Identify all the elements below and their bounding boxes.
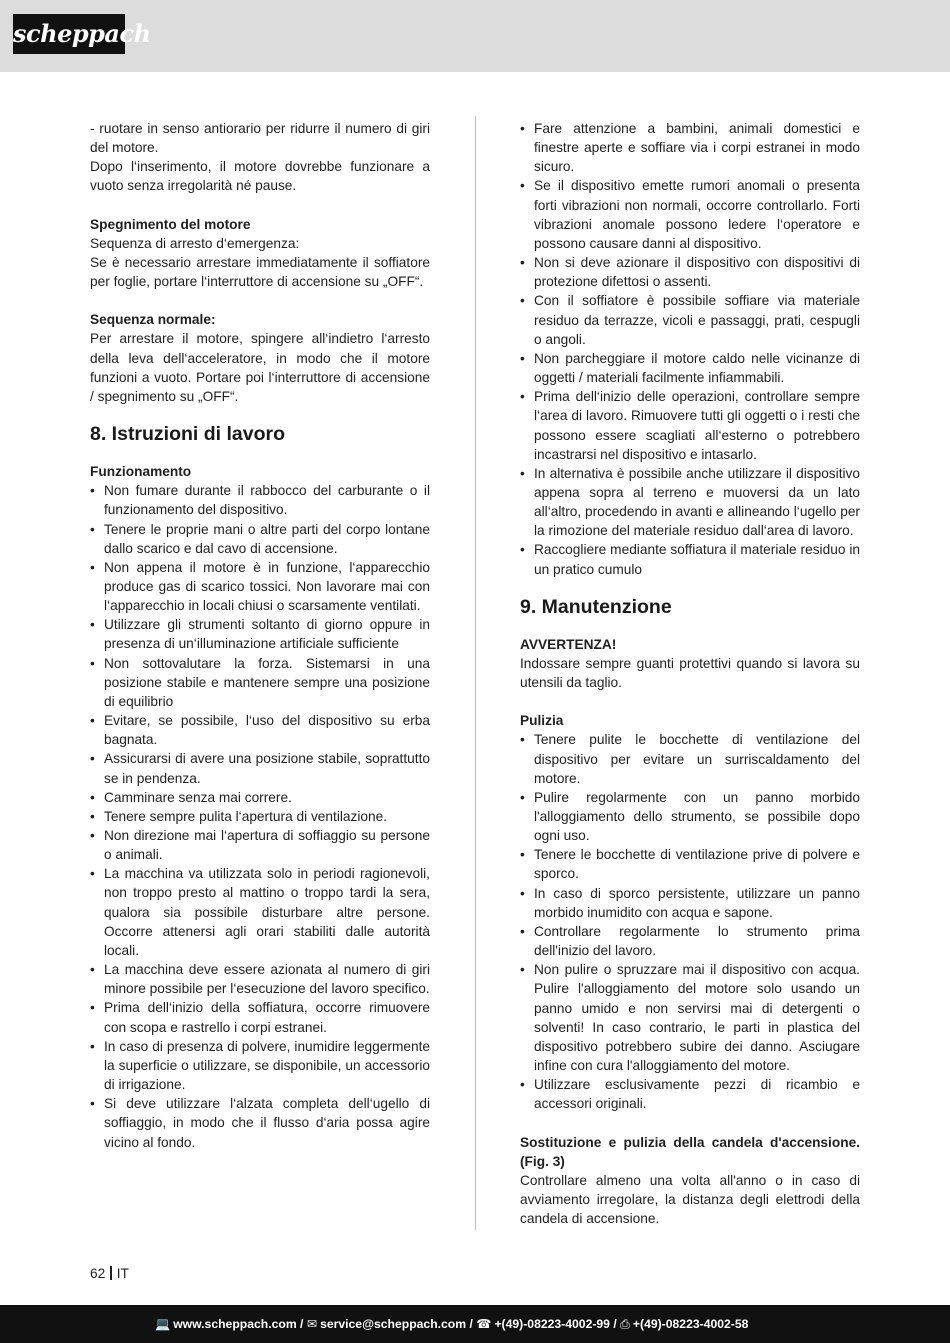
mail-icon: ✉	[306, 1317, 318, 1331]
list-item: • Non appena il motore è in funzione, l‘apparecchio produce gas di scarico tossici. Non lavorare mai con l‘apparecchio in locali chiusi o scarsamente ventilati.	[90, 558, 430, 615]
list-item: • Non direzione mai l‘apertura di soffiaggio su persone o animali.	[90, 826, 430, 864]
paragraph: Se è necessario arrestare immediatamente il soffiatore per foglie, portare l‘interruttore di accensione su „OFF“.	[90, 254, 430, 290]
paragraph: Indossare sempre guanti protettivi quando si lavora su utensili da taglio.	[520, 655, 860, 691]
list-item: • Camminare senza mai correre.	[90, 788, 430, 807]
list-item: • Pulire regolarmente con un panno morbido l'alloggiamento dello strumento, se possibile dopo ogni uso.	[520, 788, 860, 845]
column-divider	[475, 116, 476, 1230]
page-number	[90, 1265, 129, 1283]
list-item: • Con il soffiatore è possibile soffiare via materiale residuo da terrazze, vicoli e passaggi, prati, cespugli o angoli.	[520, 291, 860, 348]
fax-icon: ⎙	[620, 1317, 630, 1331]
page-number-separator	[110, 1266, 112, 1280]
list-item: • In caso di sporco persistente, utilizzare un panno morbido inumidito con acqua e sapone.	[520, 884, 860, 922]
list-item: • Raccogliere mediante soffiatura il materiale residuo in un pratico cumulo	[520, 540, 860, 578]
section-heading-8: 8. Istruzioni di lavoro	[90, 423, 286, 446]
footer-website[interactable]: www.scheppach.com /	[173, 1317, 304, 1331]
footer-email[interactable]: service@scheppach.com /	[320, 1317, 473, 1331]
paragraph: Sequenza di arresto d‘emergenza:	[90, 235, 300, 251]
list-item: • Prima dell‘inizio delle operazioni, controllare sempre l‘area di lavoro. Rimuovere tutti gli oggetti o i resti che possono essere scagliati all‘esterno o potrebbero incastrarsi nel dispositivo e intasarlo.	[520, 387, 860, 464]
scheppach-logo: scheppach	[13, 14, 125, 54]
cleaning-list	[520, 730, 860, 1113]
paragraph: Dopo l‘inserimento, il motore dovrebbe funzionare a vuoto senza irregolarità né pause.	[90, 159, 430, 194]
list-item: • Tenere le proprie mani o altre parti del corpo lontane dallo scarico e dal cavo di accensione.	[90, 520, 430, 558]
list-item: • Non pulire o spruzzare mai il dispositivo con acqua. Pulire l'alloggiamento del motore solo usando un panno umido e non servirsi mai di detergenti o solventi! In caso contrario, le parti in plastica del dispositivo potrebbero subire dei danno. Asciugare infine con cura l'alloggiamento del motore.	[520, 960, 860, 1075]
paragraph: Controllare almeno una volta all'anno o in caso di avviamento irregolare, la distanza degli elettrodi della candela di accensione.	[520, 1172, 860, 1227]
list-item: • Prima dell‘inizio della soffiatura, occorre rimuovere con scopa e rastrello i corpi estranei.	[90, 998, 430, 1036]
list-item: • Utilizzare esclusivamente pezzi di ricambio e accessori originali.	[520, 1075, 860, 1113]
list-item: • Non sottovalutare la forza. Sistemarsi in una posizione stabile e mantenere sempre una posizione di equilibrio	[90, 654, 430, 711]
list-item: • Non parcheggiare il motore caldo nelle vicinanze di oggetti / materiali facilmente infiammabili.	[520, 349, 860, 387]
subheading-spark-plug: Sostituzione e pulizia della candela d'accensione. (Fig. 3)	[520, 1134, 860, 1169]
list-item: • In caso di presenza di polvere, inumidire leggermente la superficie o utilizzare, se disponibile, un accessorio di irrigazione.	[90, 1037, 430, 1094]
page-number-value: 62	[90, 1266, 106, 1281]
paragraph: - ruotare in senso antiorario per ridurre il numero di giri del motore.	[90, 121, 430, 156]
subheading-normal-sequence: Sequenza normale:	[90, 312, 216, 328]
language-code: IT	[116, 1266, 129, 1281]
operation-list-continued	[520, 119, 860, 579]
list-item: • Se il dispositivo emette rumori anomali o presenta forti vibrazioni non normali, occorre controllarlo. Forti vibrazioni anomale possono ledere l‘operatore e possono causare danni al dispositivo.	[520, 176, 860, 253]
page-header	[0, 0, 950, 72]
list-item: • Utilizzare gli strumenti soltanto di giorno oppure in presenza di un‘illuminazione artificiale sufficiente	[90, 615, 430, 653]
list-item: • Fare attenzione a bambini, animali domestici e finestre aperte e soffiare via i corpi estranei in modo sicuro.	[520, 119, 860, 176]
warning-heading: AVVERTENZA!	[520, 636, 617, 652]
list-item: • La macchina deve essere azionata al numero di giri minore possibile per l‘esecuzione del lavoro specifico.	[90, 960, 430, 998]
page-footer	[0, 1305, 950, 1343]
list-item: • In alternativa è possibile anche utilizzare il dispositivo appena sopra al terreno e muoversi da un lato all‘altro, procedendo in avanti e allineando l‘ugello per la rimozione del materiale residuo dall‘area di lavoro.	[520, 464, 860, 541]
footer-phone: +(49)-08223-4002-99 /	[494, 1317, 617, 1331]
footer-contact	[155, 1316, 748, 1332]
section-heading-9: 9. Manutenzione	[520, 595, 672, 618]
right-column	[520, 119, 860, 1228]
left-column	[90, 119, 430, 1152]
list-item: • Assicurarsi di avere una posizione stabile, soprattutto se in pendenza.	[90, 749, 430, 787]
subheading-cleaning: Pulizia	[520, 713, 564, 729]
list-item: • Tenere pulite le bocchette di ventilazione del dispositivo per evitare un surriscaldamento del motore.	[520, 730, 860, 787]
list-item: • Controllare regolarmente lo strumento prima dell'inizio del lavoro.	[520, 922, 860, 960]
subheading-stop-engine: Spegnimento del motore	[90, 216, 251, 232]
operation-list	[90, 481, 430, 1151]
list-item: • La macchina va utilizzata solo in periodi ragionevoli, non troppo presto al mattino o troppo tardi la sera, qualora sia possibile disturbare altre persone. Occorre attenersi agli orari stabiliti dalle autorità locali.	[90, 864, 430, 960]
list-item: • Si deve utilizzare l‘alzata completa dell‘ugello di soffiaggio, in modo che il flusso d‘aria possa agire vicino al fondo.	[90, 1094, 430, 1151]
list-item: • Evitare, se possibile, l‘uso del dispositivo su erba bagnata.	[90, 711, 430, 749]
list-item: • Tenere le bocchette di ventilazione prive di polvere e sporco.	[520, 845, 860, 883]
paragraph: Per arrestare il motore, spingere all‘indietro l‘arresto della leva dell‘acceleratore, in modo che il motore funzioni a vuoto. Portare poi l‘interruttore di accensione / spegnimento su „OFF“.	[90, 331, 430, 404]
computer-icon: 💻	[155, 1317, 171, 1331]
subheading-operation: Funzionamento	[90, 464, 192, 480]
phone-icon: ☎	[476, 1317, 492, 1331]
footer-fax: +(49)-08223-4002-58	[632, 1317, 749, 1331]
list-item: • Tenere sempre pulita l‘apertura di ventilazione.	[90, 807, 430, 826]
list-item: • Non fumare durante il rabbocco del carburante o il funzionamento del dispositivo.	[90, 481, 430, 519]
list-item: • Non si deve azionare il dispositivo con dispositivi di protezione difettosi o assenti.	[520, 253, 860, 291]
